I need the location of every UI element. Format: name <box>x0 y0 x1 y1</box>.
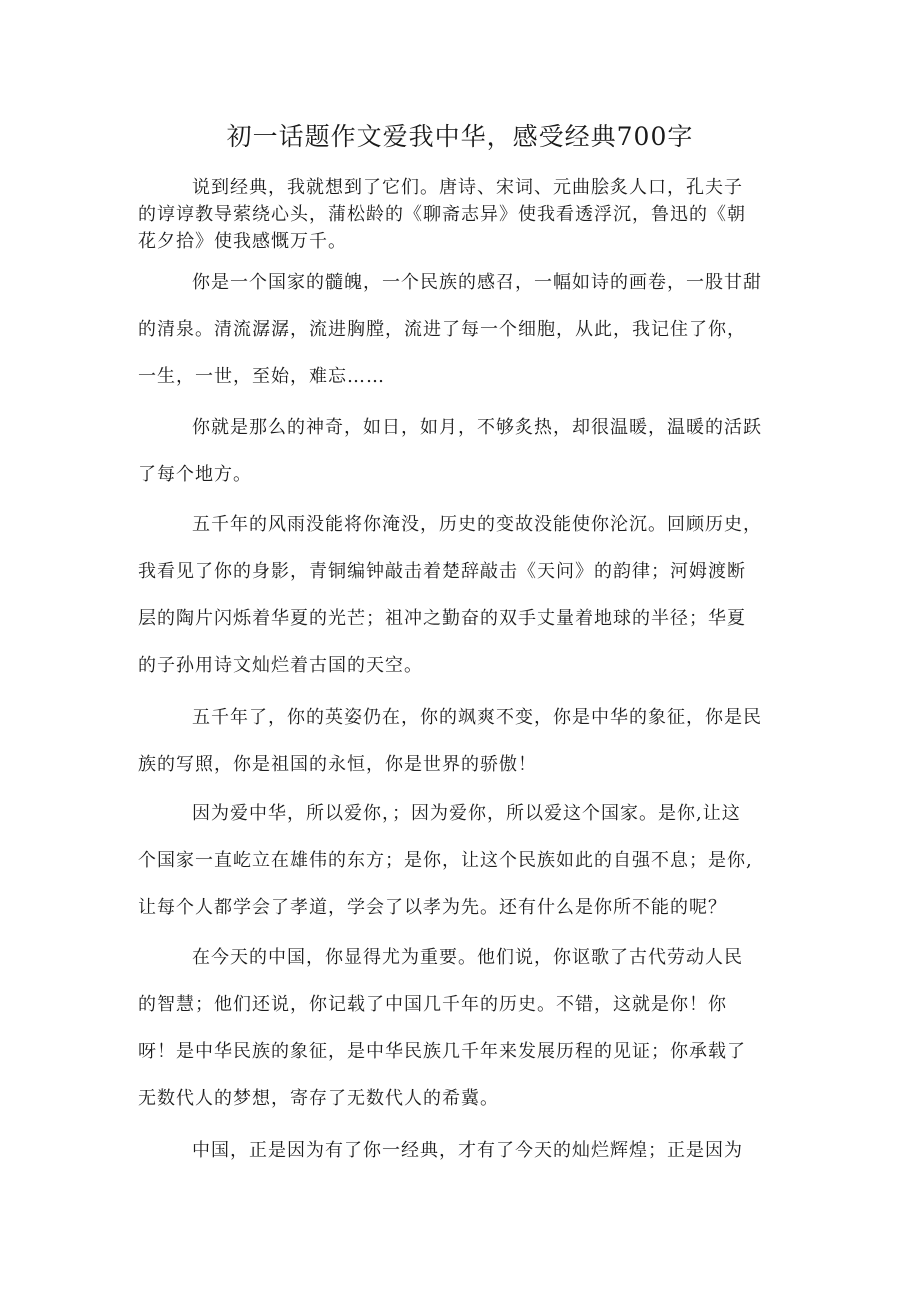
paragraph-line: 让每个人都学会了孝道，学会了以孝为先。还有什么是你所不能的呢？ <box>138 897 727 918</box>
paragraph-line: 花夕拾》使我感慨万千。 <box>138 231 347 252</box>
paragraph-line: 的子孙用诗文灿烂着古国的天空。 <box>138 655 423 676</box>
document-title: 初一话题作文爱我中华，感受经典700字 <box>226 122 694 151</box>
paragraph-line: 我看见了你的身影，青铜编钟敲击着楚辞敲击《天问》的韵律；河姆渡断 <box>138 561 746 582</box>
paragraph-line: 呀！是中华民族的象征，是中华民族几千年来发展历程的见证；你承载了 <box>138 1041 746 1062</box>
paragraph-2 <box>138 259 762 400</box>
paragraph-line: 的智慧；他们还说，你记载了中国几千年的历史。不错，这就是你！你 <box>138 994 727 1015</box>
paragraph-line: 无数代人的梦想，寄存了无数代人的希冀。 <box>138 1088 499 1109</box>
paragraph-line: 五千年的风雨没能将你淹没，历史的变故没能使你沦沉。回顾历史， <box>192 514 762 535</box>
paragraph-1 <box>138 174 746 255</box>
paragraph-5 <box>138 694 762 788</box>
paragraph-line: 你就是那么的神奇，如日，如月，不够炙热，却很温暖，温暖的活跃 <box>192 417 762 438</box>
paragraph-line: 中国，正是因为有了你一经典，才有了今天的灿烂辉煌；正是因为 <box>192 1140 743 1161</box>
paragraph-line: 的谆谆教导萦绕心头，蒲松龄的《聊斋志异》使我看透浮沉，鲁迅的《朝 <box>138 204 746 225</box>
paragraph-line: 说到经典，我就想到了它们。唐诗、宋词、元曲脍炙人口，孔夫子 <box>192 177 743 198</box>
paragraph-4 <box>138 501 762 689</box>
paragraph-line: 了每个地方。 <box>138 464 252 485</box>
paragraph-line: 层的陶片闪烁着华夏的光芒；祖冲之勤奋的双手丈量着地球的半径；华夏 <box>138 608 746 629</box>
paragraph-8 <box>138 1127 743 1174</box>
paragraph-line: 的清泉。清流潺潺，流进胸膛，流进了每一个细胞，从此，我记住了你， <box>138 319 746 340</box>
paragraph-line: 族的写照，你是祖国的永恒，你是世界的骄傲！ <box>138 754 537 775</box>
paragraph-line: 五千年了，你的英姿仍在，你的飒爽不变，你是中华的象征，你是民 <box>192 707 762 728</box>
paragraph-line: 在今天的中国，你显得尤为重要。他们说，你讴歌了古代劳动人民 <box>192 947 743 968</box>
paragraph-6 <box>138 790 753 931</box>
paragraph-3 <box>138 404 762 498</box>
paragraph-line: 你是一个国家的髓魄，一个民族的感召，一幅如诗的画卷，一股甘甜 <box>192 272 762 293</box>
paragraph-7 <box>138 934 746 1122</box>
paragraph-line: 个国家一直屹立在雄伟的东方；是你，让这个民族如此的自强不息；是你, <box>138 850 753 871</box>
paragraph-line: 因为爱中华，所以爱你，；因为爱你，所以爱这个国家。是你,让这 <box>192 803 741 824</box>
paragraph-line: 一生，一世，至始，难忘…… <box>138 366 385 387</box>
